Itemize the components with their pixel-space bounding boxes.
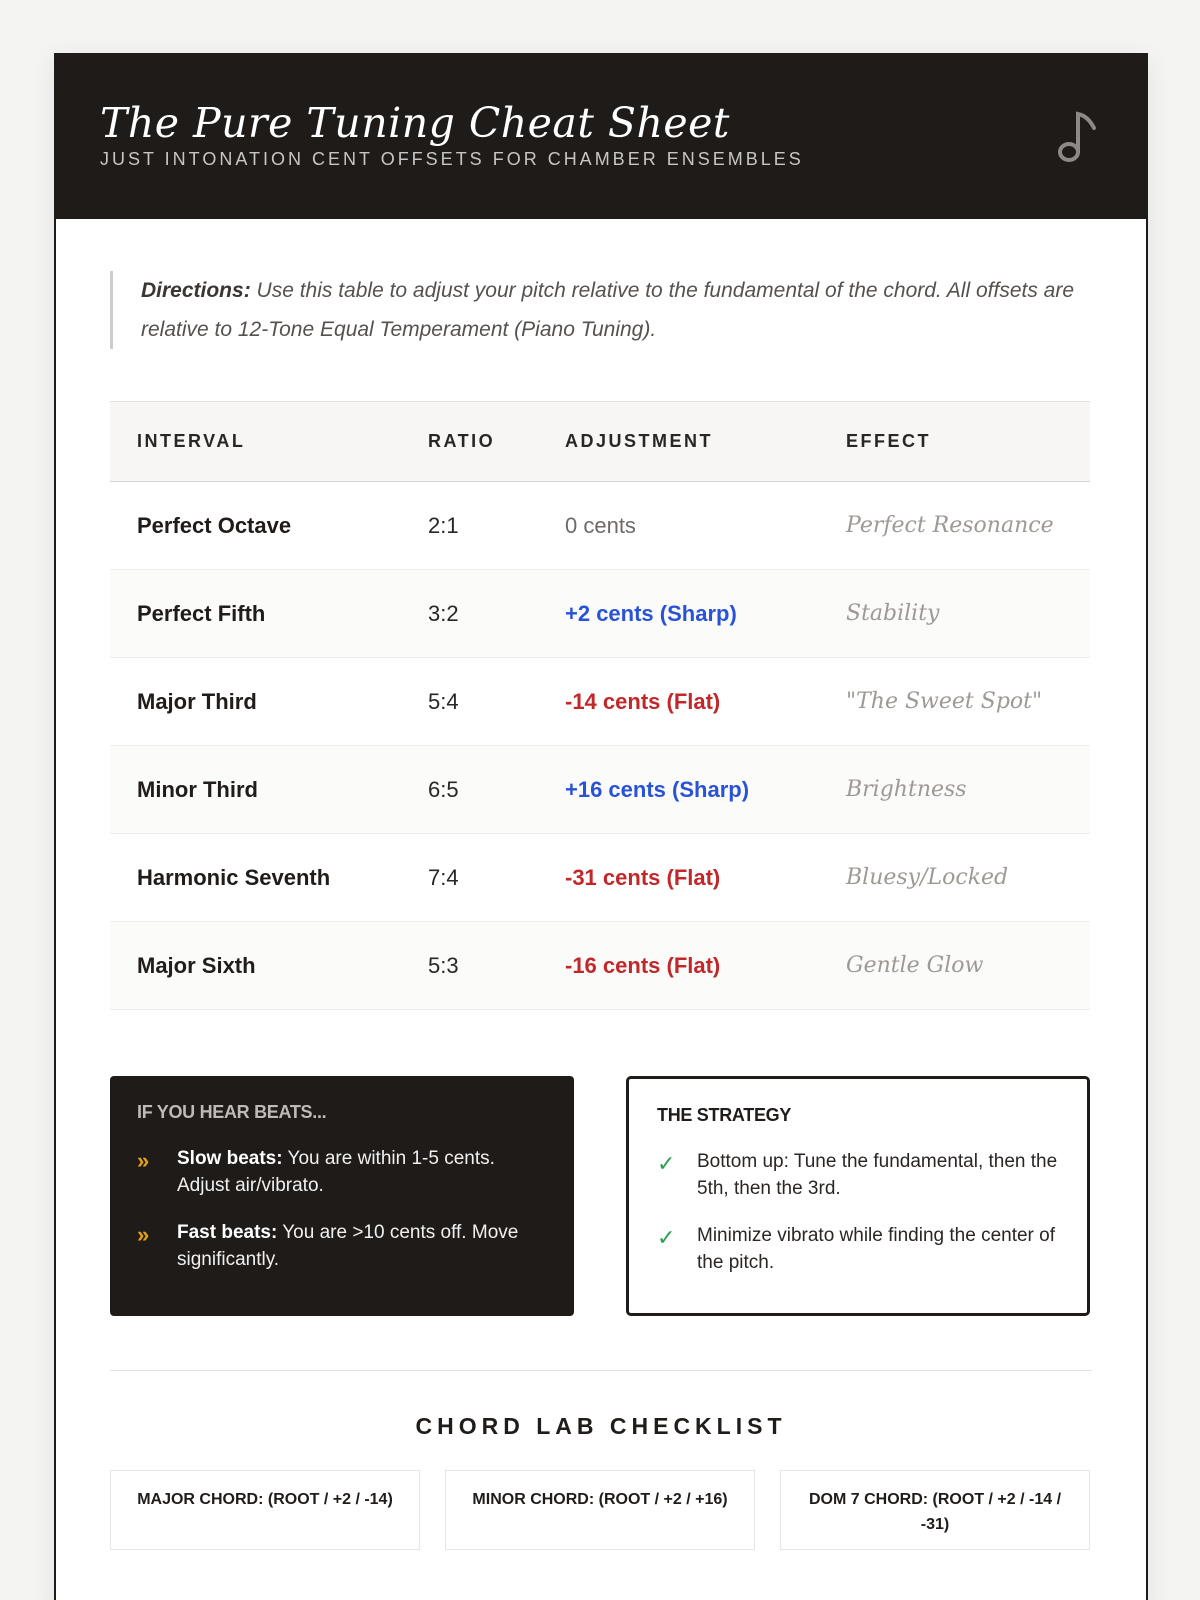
interval-cell: Major Sixth (110, 922, 401, 1010)
adjustment-cell: -16 cents (Flat) (538, 922, 819, 1010)
beats-box (110, 1076, 574, 1316)
table-header-row (110, 402, 1090, 482)
ratio-cell: 2:1 (401, 482, 538, 570)
table-row (110, 658, 1090, 746)
adjustment-cell: -31 cents (Flat) (538, 834, 819, 922)
interval-cell: Perfect Fifth (110, 570, 401, 658)
beats-item-text (177, 1219, 547, 1273)
table-row (110, 570, 1090, 658)
effect-cell: Perfect Resonance (819, 482, 1090, 570)
directions-text: Use this table to adjust your pitch relative to the fundamental of the chord. All offsets are relative to 12-Tone Equal Temperament (Piano Tuning). (141, 279, 1075, 341)
effect-cell: Stability (819, 570, 1090, 658)
effect-cell: Gentle Glow (819, 922, 1090, 1010)
beats-item-body: You are >10 cents off. Move significantly. (177, 1222, 519, 1270)
table-row (110, 746, 1090, 834)
music-note-icon (1058, 110, 1102, 164)
chord-card-dom7: DOM 7 CHORD: (ROOT / +2 / -14 / -31) (780, 1470, 1090, 1550)
adjustment-cell: 0 cents (538, 482, 819, 570)
strategy-item-text: Bottom up: Tune the fundamental, then the 5th, then the 3rd. (697, 1151, 1058, 1199)
interval-cell: Major Third (110, 658, 401, 746)
chord-checklist (110, 1470, 1092, 1550)
intervals-table (110, 401, 1090, 1010)
ratio-cell: 7:4 (401, 834, 538, 922)
page-subtitle: JUST INTONATION CENT OFFSETS FOR CHAMBER ENSEMBLES (100, 149, 804, 169)
header-effect: EFFECT (846, 431, 931, 451)
table-row (110, 482, 1090, 570)
beats-item (137, 1219, 547, 1273)
double-chevron-icon: » (137, 1148, 150, 1173)
chord-card-major: MAJOR CHORD: (ROOT / +2 / -14) (110, 1470, 420, 1550)
ratio-cell: 5:4 (401, 658, 538, 746)
effect-cell: "The Sweet Spot" (819, 658, 1090, 746)
interval-cell: Minor Third (110, 746, 401, 834)
adjustment-cell: -14 cents (Flat) (538, 658, 819, 746)
strategy-item-text: Minimize vibrato while finding the center of the pitch. (697, 1225, 1056, 1273)
strategy-title: THE STRATEGY (657, 1105, 792, 1125)
chord-card-minor: MINOR CHORD: (ROOT / +2 / +16) (445, 1470, 755, 1550)
section-divider (110, 1370, 1092, 1371)
header-adjustment: ADJUSTMENT (565, 431, 714, 451)
page-title: The Pure Tuning Cheat Sheet (100, 99, 730, 147)
checkmark-icon: ✓ (657, 1225, 676, 1250)
tip-boxes (110, 1076, 1092, 1316)
strategy-box (626, 1076, 1090, 1316)
strategy-item (657, 1222, 1059, 1276)
ratio-cell: 6:5 (401, 746, 538, 834)
directions-note (110, 271, 1092, 349)
table-row (110, 922, 1090, 1010)
checkmark-icon: ✓ (657, 1151, 676, 1176)
ratio-cell: 3:2 (401, 570, 538, 658)
header (56, 55, 1146, 219)
interval-cell: Perfect Octave (110, 482, 401, 570)
adjustment-cell: +2 cents (Sharp) (538, 570, 819, 658)
content (56, 271, 1146, 1550)
beats-item-label: Slow beats: (177, 1148, 283, 1169)
beats-item-label: Fast beats: (177, 1222, 278, 1243)
ratio-cell: 5:3 (401, 922, 538, 1010)
beats-item (137, 1145, 547, 1199)
double-chevron-icon: » (137, 1222, 150, 1247)
beats-item-body: You are within 1-5 cents. Adjust air/vibrato. (177, 1148, 495, 1196)
effect-cell: Brightness (819, 746, 1090, 834)
header-interval: INTERVAL (137, 431, 246, 451)
beats-item-text (177, 1145, 547, 1199)
interval-cell: Harmonic Seventh (110, 834, 401, 922)
cheat-sheet (54, 53, 1148, 1600)
effect-cell: Bluesy/Locked (819, 834, 1090, 922)
adjustment-cell: +16 cents (Sharp) (538, 746, 819, 834)
checklist-title: CHORD LAB CHECKLIST (415, 1413, 787, 1439)
beats-title: IF YOU HEAR BEATS... (137, 1102, 327, 1122)
directions-label: Directions: (141, 279, 251, 302)
strategy-item (657, 1148, 1059, 1202)
header-ratio: RATIO (428, 431, 496, 451)
table-row (110, 834, 1090, 922)
